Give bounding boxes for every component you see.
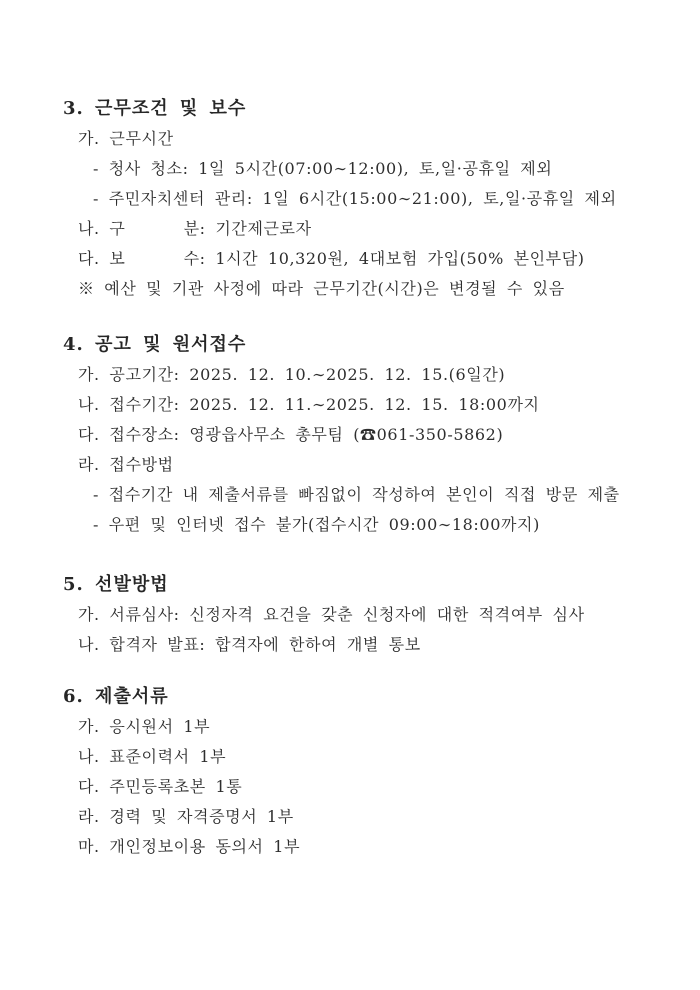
doc-line: 가. 공고기간: 2025. 12. 10.∼2025. 12. 15.(6일간) (78, 365, 506, 384)
section-selection-method (63, 570, 670, 660)
doc-line: 라. 경력 및 자격증명서 1부 (78, 807, 294, 826)
doc-line: 나. 합격자 발표: 합격자에 한하여 개별 통보 (78, 635, 421, 654)
section-working-conditions (63, 94, 670, 304)
section-heading: 6. 제출서류 (63, 686, 169, 707)
doc-line: 나. 구 분: 기간제근로자 (78, 219, 312, 238)
section-heading: 5. 선발방법 (63, 574, 169, 595)
doc-line: 나. 접수기간: 2025. 12. 11.∼2025. 12. 15. 18:00까지 (78, 395, 540, 414)
doc-line: 다. 주민등록초본 1통 (78, 777, 243, 796)
doc-line: - 주민자치센터 관리: 1일 6시간(15:00∼21:00), 토,일·공휴일 제외 (93, 189, 617, 208)
section-heading: 4. 공고 및 원서접수 (63, 334, 247, 355)
doc-line: 마. 개인정보이용 동의서 1부 (78, 837, 301, 856)
doc-line: 라. 접수방법 (78, 455, 174, 474)
section-heading: 3. 근무조건 및 보수 (63, 98, 247, 119)
doc-line: - 접수기간 내 제출서류를 빠짐없이 작성하여 본인이 직접 방문 제출 (93, 485, 620, 504)
doc-line: 가. 서류심사: 신정자격 요건을 갖춘 신청자에 대한 적격여부 심사 (78, 605, 585, 624)
doc-line: 다. 접수장소: 영광읍사무소 총무팀 (☎061-350-5862) (78, 425, 504, 444)
doc-line: 나. 표준이력서 1부 (78, 747, 227, 766)
section-announcement-application (63, 330, 670, 540)
section-required-documents (63, 682, 670, 862)
doc-line: 가. 응시원서 1부 (78, 717, 211, 736)
doc-line: - 청사 청소: 1일 5시간(07:00∼12:00), 토,일·공휴일 제외 (93, 159, 553, 178)
doc-line: 가. 근무시간 (78, 129, 174, 148)
doc-line: 다. 보 수: 1시간 10,320원, 4대보험 가입(50% 본인부담) (78, 249, 585, 268)
doc-line: - 우편 및 인터넷 접수 불가(접수시간 09:00∼18:00까지) (93, 515, 540, 534)
doc-line: ※ 예산 및 기관 사정에 따라 근무기간(시간)은 변경될 수 있음 (78, 279, 565, 298)
